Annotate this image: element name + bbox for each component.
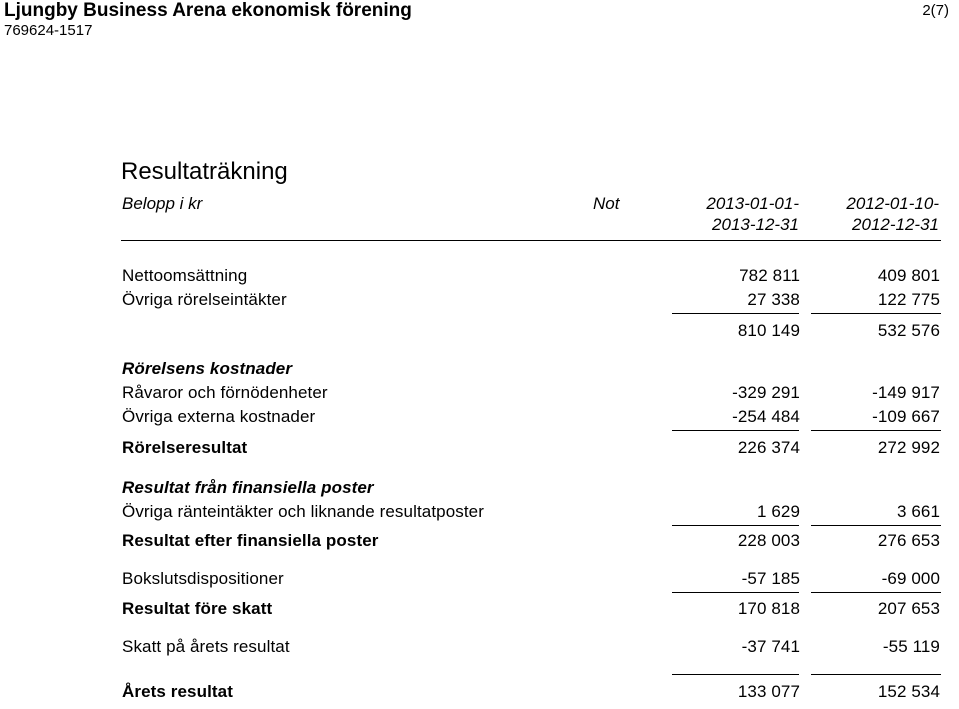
previous-period-end: 2012-12-31 xyxy=(852,215,939,234)
row-raw-materials xyxy=(122,382,940,403)
row-label: Resultat före skatt xyxy=(122,599,273,618)
current-value: -254 484 xyxy=(732,407,800,426)
row-label: Skatt på årets resultat xyxy=(122,637,290,656)
row-tax xyxy=(122,636,940,657)
row-label: Råvaror och förnödenheter xyxy=(122,383,328,402)
previous-value: 207 653 xyxy=(877,599,940,618)
previous-value: -109 667 xyxy=(872,407,940,426)
row-other-operating-income xyxy=(122,289,940,310)
row-label: Bokslutsdispositioner xyxy=(122,569,284,588)
current-value: -37 741 xyxy=(741,637,800,656)
section-heading: Resultat från finansiella poster xyxy=(122,478,374,497)
row-interest-income xyxy=(122,501,940,522)
previous-value: 276 653 xyxy=(877,531,940,550)
current-period-start: 2013-01-01- xyxy=(706,194,799,213)
previous-period-header xyxy=(846,193,939,235)
current-value: -329 291 xyxy=(732,383,800,402)
previous-value: 3 661 xyxy=(896,502,940,521)
row-operating-result xyxy=(122,437,940,458)
subtotal-underline xyxy=(672,313,799,314)
total-underline xyxy=(672,674,799,675)
note-column-header: Not xyxy=(593,194,620,213)
row-label: Nettoomsättning xyxy=(122,266,248,285)
subtotal-underline xyxy=(672,592,799,593)
subtotal-underline xyxy=(672,525,799,526)
current-value: 133 077 xyxy=(737,682,800,701)
previous-value: -149 917 xyxy=(872,383,940,402)
row-label: Rörelseresultat xyxy=(122,438,248,457)
subtotal-underline xyxy=(811,592,941,593)
organization-name: Ljungby Business Arena ekonomisk förening xyxy=(4,0,412,21)
current-period-header xyxy=(706,193,799,235)
total-underline xyxy=(811,674,941,675)
current-value: -57 185 xyxy=(741,569,800,588)
header-divider xyxy=(121,240,941,241)
row-other-external-costs xyxy=(122,406,940,427)
previous-value: 409 801 xyxy=(877,266,940,285)
section-heading: Rörelsens kostnader xyxy=(122,359,293,378)
previous-value: 532 576 xyxy=(877,321,940,340)
unit-header: Belopp i kr xyxy=(122,194,203,213)
row-label: Övriga rörelseintäkter xyxy=(122,290,287,309)
previous-value: 122 775 xyxy=(877,290,940,309)
subtotal-underline xyxy=(811,525,941,526)
row-income-subtotal xyxy=(122,320,940,341)
row-label: Resultat efter finansiella poster xyxy=(122,531,379,550)
report-title: Resultaträkning xyxy=(121,158,288,185)
row-label: Årets resultat xyxy=(122,682,233,701)
current-value: 810 149 xyxy=(737,321,800,340)
row-result-before-tax xyxy=(122,598,940,619)
subtotal-underline xyxy=(672,430,799,431)
current-value: 226 374 xyxy=(737,438,800,457)
subtotal-underline xyxy=(811,313,941,314)
page-number: 2(7) xyxy=(922,2,949,19)
current-period-end: 2013-12-31 xyxy=(712,215,799,234)
previous-value: -55 119 xyxy=(882,637,940,656)
subtotal-underline xyxy=(811,430,941,431)
current-value: 228 003 xyxy=(737,531,800,550)
previous-value: -69 000 xyxy=(881,569,940,588)
row-net-result xyxy=(122,681,940,702)
current-value: 1 629 xyxy=(756,502,800,521)
current-value: 170 818 xyxy=(737,599,800,618)
section-financial-items xyxy=(122,477,940,498)
current-value: 27 338 xyxy=(747,290,800,309)
row-appropriations xyxy=(122,568,940,589)
current-value: 782 811 xyxy=(739,266,800,285)
row-label: Övriga externa kostnader xyxy=(122,407,316,426)
previous-period-start: 2012-01-10- xyxy=(846,194,939,213)
row-net-sales xyxy=(122,265,940,286)
organization-number: 769624-1517 xyxy=(4,22,93,39)
row-result-after-financial xyxy=(122,530,940,551)
row-label: Övriga ränteintäkter och liknande resultatposter xyxy=(122,502,484,521)
previous-value: 272 992 xyxy=(877,438,940,457)
previous-value: 152 534 xyxy=(877,682,940,701)
section-operating-expenses xyxy=(122,358,940,379)
